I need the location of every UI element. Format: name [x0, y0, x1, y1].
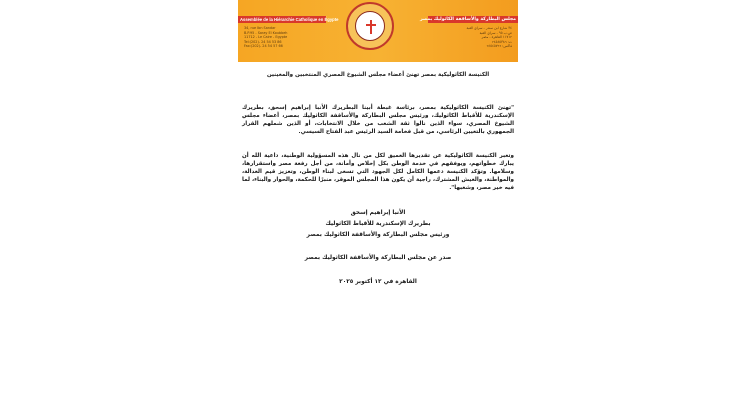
org-name-french: Assemblée de la Hiérarchie Catholique en Égypte [240, 17, 339, 22]
paragraph-appreciation: وتعبر الكنيسة الكاثوليكية عن تقديرها العميق لكل من نال هذه المسؤولية الوطنية، داعية الله أن يبارك خطواتهم، ويوفقهم في خدمة الوطن بكل إخلاص وأمانة، من أجل رفعة مصر واستقرارها، وسلامها. وتؤكد الكنيسة دعمها الكامل لكل الجهود التي تسعى لبناء الوطن، وتعزيز قيم العدالة، والمواطنة، والعيش المشترك، راجية أن يكون هذا المجلس الموقر، منبرًا للحكمة، والحوار والبناء، لما فيه خير مصر، وشعبها". [242, 153, 514, 191]
signature-block [242, 208, 514, 241]
address-line: ٣٤ شارع ابن سندر - سراي القبة [466, 26, 512, 30]
address-line: 11712 - Le Caire - Egypte [244, 35, 288, 40]
address-line: B.P.95 - Saray El Koubbeh [244, 30, 288, 35]
signature-name: الأنبا إبراهيم إسحق [350, 210, 406, 216]
letterhead-left [238, 16, 339, 49]
document-date: القاهرة في ١٢ أكتوبر ٢٠٢٥ [339, 279, 417, 285]
letterhead-right [420, 16, 518, 49]
logo-emblem [355, 11, 385, 41]
org-address-arabic [428, 26, 518, 49]
signature-title: ورئيس مجلس البطاركة والأساقفة الكاثوليك بمصر [306, 232, 450, 238]
org-name-arabic: مجلس البطاركة والأساقفة الكاثوليك بمصر [420, 17, 516, 22]
signature-title: بطريرك الإسكندرية للأقباط الكاثوليك [325, 221, 431, 227]
document-title: الكنيسة الكاثوليكية بمصر تهنئ أعضاء مجلس الشيوخ المصري المنتخبين والمعينين [266, 72, 490, 78]
address-line: ص.ب ٩٥ - سراي القبة [479, 30, 512, 35]
paragraph-congratulation: "تهنئ الكنيسة الكاثوليكية بمصر، برئاسة غبطة أبينا البطريرك الأنبا إبراهيم إسحق، بطريرك الإسكندرية للأقباط الكاثوليك، ورئيس مجلس البطاركة والأساقفة الكاثوليك بمصر، أعضاء مجلس الشيوخ المصري، سواء الذين نالوا ثقة الشعب من خلال الانتخابات، أو الذين شملهم القرار الجمهوري بالتعيين الرئاسي، من قبل فخامة السيد الرئيس عبد الفتاح السيسي. [242, 105, 514, 135]
issued-by: صدر عن مجلس البطاركة والأساقفة الكاثوليك بمصر [304, 255, 452, 261]
letter-page [238, 0, 518, 400]
address-line: 34, rue Ibn Sandar [244, 26, 276, 30]
address-line: Fax:(202)- 24 54 57 66 [244, 44, 283, 49]
org-logo [346, 2, 394, 50]
address-line: Tel:(202)- 24 54 53 86 [244, 39, 282, 44]
cross-icon [370, 20, 372, 34]
org-address-french [238, 26, 326, 49]
address-line: فاكس: ٢٤٥٤٥٧٦٦ [486, 44, 512, 49]
address-line: ت: ٢٤٥٤٥٣٨٦ [492, 39, 512, 44]
address-line: ١١٧١٢ القاهرة - مصر [481, 35, 512, 40]
letterhead [238, 0, 518, 62]
letter-body [242, 68, 514, 285]
cross-bar-icon [366, 24, 376, 26]
